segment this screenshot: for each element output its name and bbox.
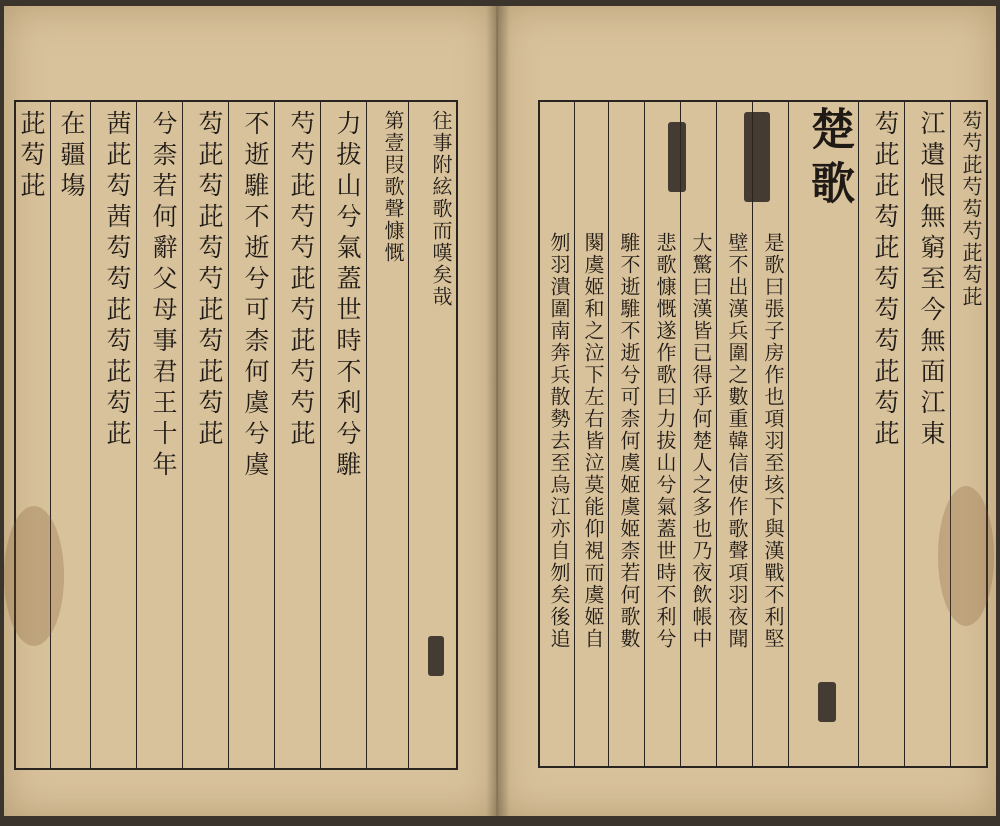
text-column: 第壹叚歌聲慷慨 — [366, 102, 408, 768]
text-column: 在疆塲 — [50, 102, 90, 768]
text-column: 騅不逝騅不逝兮可柰何虞姬虞姬柰若何歌數 — [608, 102, 644, 766]
text-column: 江遺恨無窮至今無面江東 — [904, 102, 950, 766]
text-column: 往事附絃歌而嘆矣哉 — [408, 102, 456, 768]
ink-blot — [668, 122, 686, 192]
text-column: 兮柰若何辭父母事君王十年 — [136, 102, 182, 768]
right-text-frame — [538, 100, 988, 768]
section-title: 楚歌 — [788, 102, 858, 766]
left-text-frame — [14, 100, 458, 770]
ink-blot — [428, 636, 444, 676]
book-gutter — [486, 6, 510, 816]
text-column: 力拔山兮氣蓋世時不利兮騅 — [320, 102, 366, 768]
text-column: 茜茈芶茜芶芶茈芶茈芶茈 — [90, 102, 136, 768]
text-column: 茈芶茈 — [17, 110, 46, 203]
ink-blot — [818, 682, 836, 722]
text-column: 芶茈茈芶茈芶芶芶茈芶茈 — [858, 102, 904, 766]
right-page — [498, 6, 996, 816]
ink-blot — [744, 112, 770, 202]
age-stain — [4, 506, 64, 646]
text-column: 是歌曰張子房作也項羽至垓下與漢戰不利堅 — [752, 102, 788, 766]
age-stain — [938, 486, 994, 626]
text-column: 闋虞姬和之泣下左右皆泣莫能仰視而虞姬自 — [574, 102, 608, 766]
text-column: 芍芍茈芍芍茈芍茈芍芍茈 — [274, 102, 320, 768]
text-column: 壁不出漢兵圍之數重韓信使作歌聲項羽夜聞 — [716, 102, 752, 766]
text-column: 悲歌慷慨遂作歌曰力拔山兮氣蓋世時不利兮 — [644, 102, 680, 766]
text-column: 不逝騅不逝兮可柰何虞兮虞 — [228, 102, 274, 768]
left-page — [4, 6, 498, 816]
text-column: 芶茈芶茈芶芍茈芶茈芶茈 — [182, 102, 228, 768]
text-column: 刎羽潰圍南奔兵散勢去至烏江亦自刎矣後追 — [547, 232, 571, 650]
text-column: 芶芍茈芍芶芍茈芶茈 — [950, 102, 986, 766]
text-column: 大驚曰漢皆已得乎何楚人之多也乃夜飲帳中 — [680, 102, 716, 766]
